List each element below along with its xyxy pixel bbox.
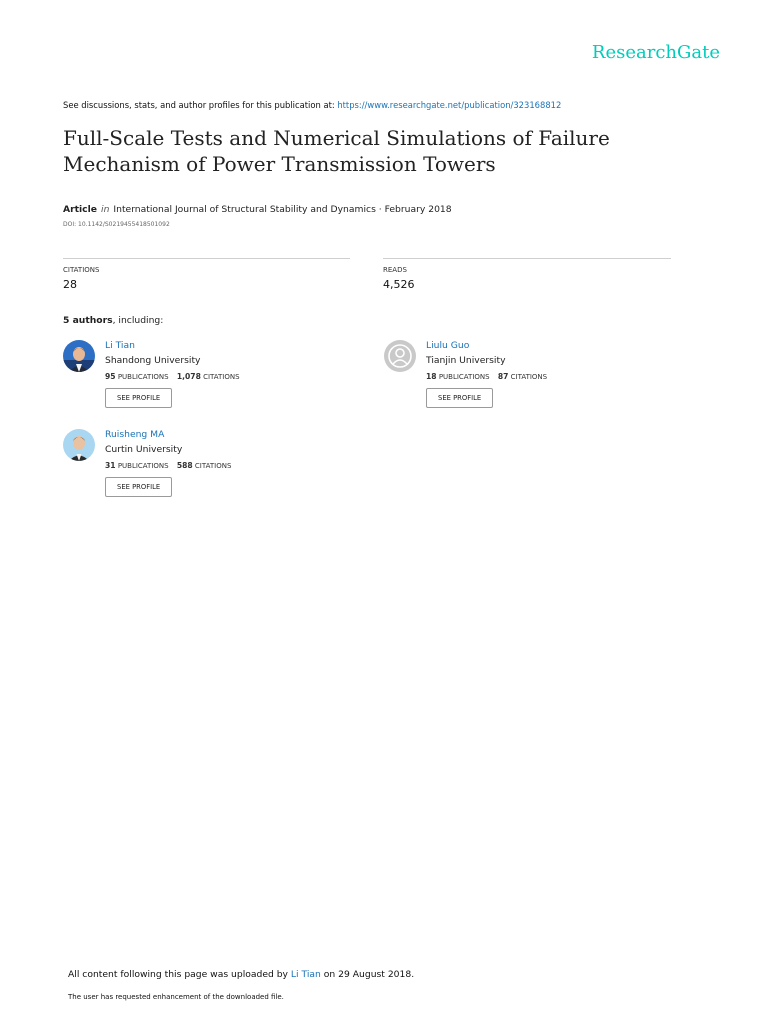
discussion-text: See discussions, stats, and author profiles for this publication at: (63, 100, 338, 110)
enhancement-note: The user has requested enhancement of the downloaded file. (68, 993, 284, 1001)
uploader-link[interactable]: Li Tian (290, 969, 321, 980)
reads-label: READS (383, 266, 407, 274)
citations-count: 588 (176, 461, 193, 470)
author-name[interactable]: Li Tian (105, 340, 135, 351)
citations-stat (63, 258, 350, 291)
discussion-line (63, 100, 561, 110)
citations-label: CITATIONS (203, 373, 240, 381)
author-photo-icon[interactable] (63, 429, 95, 461)
reads-stat (383, 258, 671, 291)
publications-label: PUBLICATIONS (117, 462, 169, 470)
authors-count: 5 authors (63, 315, 113, 326)
publication-link[interactable]: https://www.researchgate.net/publication/323168812 (337, 100, 562, 110)
authors-heading (63, 315, 163, 326)
upload-note (68, 969, 414, 980)
authors-suffix: , including: (112, 315, 164, 326)
article-meta (63, 204, 452, 215)
see-profile-button[interactable]: SEE PROFILE (105, 388, 172, 408)
author-institution: Curtin University (105, 444, 183, 455)
researchgate-logo[interactable]: ResearchGate (591, 42, 720, 63)
article-doi: DOI: 10.1142/S0219455418501092 (63, 221, 170, 228)
citations-value: 28 (63, 278, 77, 291)
citations-count: 87 (497, 372, 509, 381)
article-title: Full-Scale Tests and Numerical Simulations of Failure Mechanism of Power Transmission Towers (63, 126, 610, 176)
article-in: in (101, 204, 110, 215)
see-profile-button[interactable]: SEE PROFILE (426, 388, 493, 408)
see-profile-button[interactable]: SEE PROFILE (105, 477, 172, 497)
author-name[interactable]: Ruisheng MA (105, 429, 165, 440)
placeholder-avatar-icon[interactable] (384, 340, 416, 372)
upload-prefix: All content following this page was uploaded by (68, 969, 291, 980)
author-institution: Tianjin University (426, 355, 506, 366)
publications-count: 31 (105, 461, 116, 470)
author-name[interactable]: Liulu Guo (426, 340, 470, 351)
reads-value: 4,526 (383, 278, 415, 291)
citations-count: 1,078 (176, 372, 201, 381)
publications-label: PUBLICATIONS (438, 373, 490, 381)
author-photo-icon[interactable] (63, 340, 95, 372)
upload-suffix: on 29 August 2018. (320, 969, 415, 980)
publications-count: 18 (426, 372, 437, 381)
article-type: Article (63, 204, 98, 215)
author-stats (105, 372, 335, 381)
publications-label: PUBLICATIONS (117, 373, 169, 381)
author-stats (105, 461, 335, 470)
citations-label: CITATIONS (194, 462, 232, 470)
citations-label: CITATIONS (63, 266, 100, 274)
author-institution: Shandong University (105, 355, 201, 366)
citations-label: CITATIONS (510, 373, 548, 381)
journal-name: International Journal of Structural Stability and Dynamics · February 2018 (113, 204, 452, 215)
author-stats (426, 372, 656, 381)
publications-count: 95 (105, 372, 116, 381)
